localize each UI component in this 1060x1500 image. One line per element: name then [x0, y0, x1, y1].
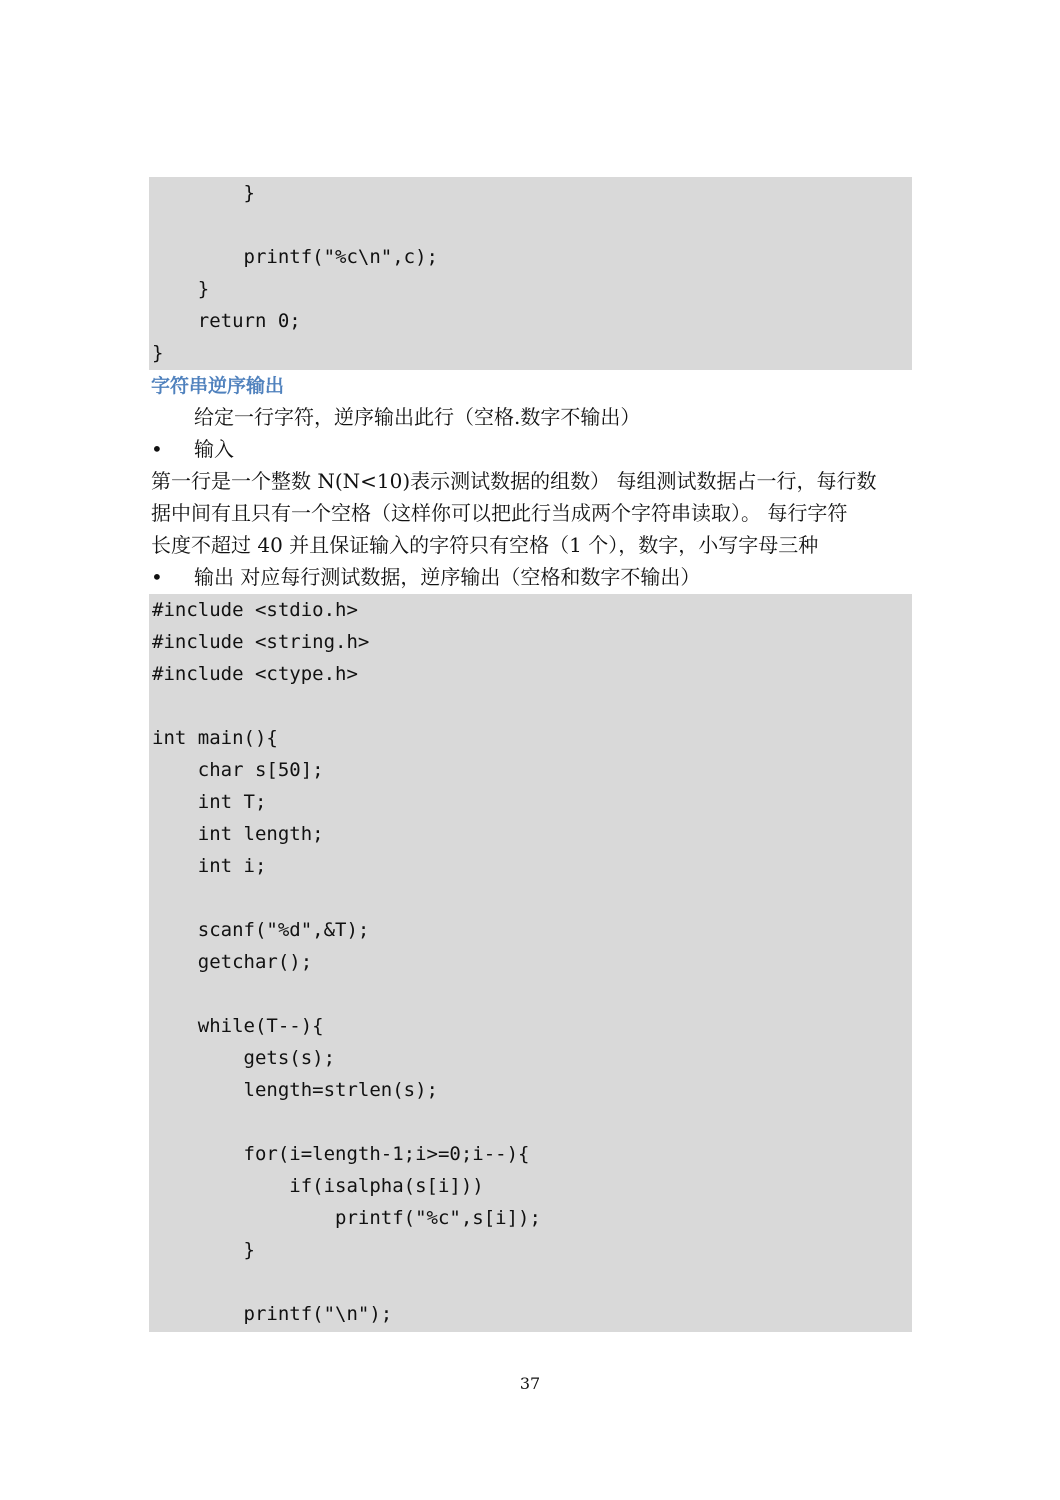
code-line: }: [152, 1239, 255, 1261]
input-text-line: 据中间有且只有一个空格（这样你可以把此行当成两个字符串读取）。 每行字符: [151, 501, 848, 525]
input-label: 输入: [194, 437, 234, 461]
code-line: char s[50];: [152, 759, 324, 781]
bullet-icon: •: [151, 565, 163, 589]
code-line: [149, 882, 912, 914]
output-bullet-item: [151, 561, 700, 593]
input-bullet-item: [151, 433, 234, 465]
bullet-icon: •: [151, 437, 163, 461]
code-line: [149, 1106, 912, 1138]
code-line: int T;: [152, 791, 267, 813]
code-line: [149, 690, 912, 722]
code-line: int length;: [152, 823, 324, 845]
code-line: scanf("%d",&T);: [152, 919, 370, 941]
page-number: 37: [519, 1374, 541, 1393]
code-line: }: [152, 342, 164, 364]
code-line: [149, 209, 912, 241]
code-line: if(isalpha(s[i])): [152, 1175, 484, 1197]
code-line: int main(){: [152, 727, 278, 749]
code-line: #include <stdio.h>: [152, 599, 358, 621]
code-line: printf("\n");: [152, 1303, 393, 1325]
code-line: [149, 978, 912, 1010]
code-line: for(i=length-1;i>=0;i--){: [152, 1143, 530, 1165]
code-line: #include <string.h>: [152, 631, 370, 653]
problem-description: 给定一行字符，逆序输出此行（空格.数字不输出）: [194, 405, 641, 429]
code-line: while(T--){: [152, 1015, 324, 1037]
code-block-continuation: [149, 177, 912, 370]
code-line: }: [152, 278, 210, 300]
code-line: length=strlen(s);: [152, 1079, 438, 1101]
code-line: getchar();: [152, 951, 313, 973]
code-line: gets(s);: [152, 1047, 336, 1069]
code-line: printf("%c\n",c);: [152, 246, 438, 268]
code-block-solution: [149, 594, 912, 1332]
input-text-line: 第一行是一个整数 N(N<10)表示测试数据的组数） 每组测试数据占一行，每行数: [151, 469, 877, 493]
code-line: #include <ctype.h>: [152, 663, 358, 685]
section-heading: 字符串逆序输出: [151, 375, 285, 397]
code-line: printf("%c",s[i]);: [152, 1207, 541, 1229]
code-line: }: [152, 182, 255, 204]
code-line: [149, 1266, 912, 1298]
code-line: return 0;: [152, 310, 301, 332]
input-text-line: 长度不超过 40 并且保证输入的字符只有空格（1 个），数字，小写字母三种: [151, 533, 819, 557]
output-text: 输出 对应每行测试数据，逆序输出（空格和数字不输出）: [194, 565, 701, 589]
code-line: int i;: [152, 855, 267, 877]
